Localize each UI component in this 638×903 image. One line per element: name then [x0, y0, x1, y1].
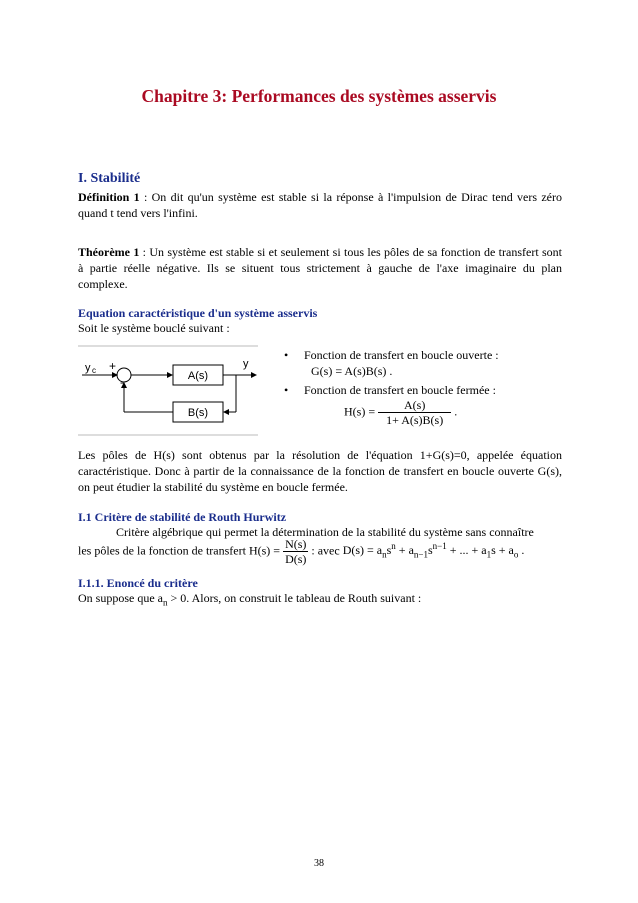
routh-mid: : avec	[311, 543, 340, 558]
enonce-n: n	[163, 597, 168, 608]
theoreme-sep: :	[139, 245, 150, 259]
poly-end: .	[518, 543, 525, 558]
routh-line2	[78, 537, 524, 566]
closed-loop-formula	[344, 398, 457, 427]
poly-plusa: + a	[395, 543, 414, 558]
definition-label: Définition 1	[78, 190, 140, 204]
poly-send: s + a	[491, 543, 514, 558]
block-a-label: A(s)	[187, 370, 209, 382]
poly-zero: o	[513, 549, 519, 560]
input-sub: c	[92, 366, 96, 375]
routh-heading: I.1 Critère de stabilité de Routh Hurwitz	[78, 510, 287, 524]
enonce-post: . Alors, on construit le tableau de Routh suivant :	[186, 591, 422, 605]
poly-s2: s	[427, 543, 433, 558]
closed-fraction	[378, 398, 451, 427]
routh-poly	[342, 541, 525, 560]
theoreme-text: Un système est stable si et seulement si tous les pôles de sa fonction de transfert sont à partie réelle négative. Ils se situent tous strictement à gauche de l'axe imaginaire du plan complexe.	[78, 245, 563, 291]
definition-sep: :	[139, 190, 152, 204]
block-b-label: B(s)	[187, 407, 209, 419]
input-label: y	[85, 362, 91, 374]
enonce-pre: On suppose que	[78, 591, 155, 605]
closed-num: A(s)	[378, 398, 451, 413]
routh-num: N(s)	[285, 537, 307, 551]
output-label: y	[243, 358, 249, 370]
routh-pre: les pôles de la fonction de transfert	[78, 543, 246, 558]
poly-n: n	[382, 549, 387, 560]
poly-one: 1	[486, 549, 492, 560]
routh-den: D(s)	[285, 552, 307, 566]
enonce-a: a	[157, 591, 163, 605]
enonce-heading: I.1.1. Enoncé du critère	[78, 576, 198, 590]
theoreme-paragraph	[78, 244, 562, 292]
enonce-text	[78, 591, 421, 607]
theoreme-label: Théorème 1	[78, 245, 140, 259]
poly-n1: n−1	[413, 549, 428, 560]
closed-lhs: H(s) =	[344, 404, 376, 419]
poles-paragraph: Les pôles de H(s) sont obtenus par la résolution de l'équation 1+G(s)=0, appelée équation caractéristique. Donc à partir de la connaissance de la fonction de transfert en boucle ouverte G(s), on peut étudier la stabilité du système en boucle fermée.	[78, 448, 562, 494]
routh-h-lhs: H(s) =	[248, 543, 281, 558]
closed-loop-label: Fonction de transfert en boucle fermée :	[304, 383, 496, 397]
enonce-cond: > 0	[167, 591, 187, 605]
soit-text: Soit le système bouclé suivant :	[78, 321, 230, 335]
closed-end: .	[454, 404, 458, 419]
plus-sign: +	[109, 359, 117, 373]
minus-sign: -	[120, 375, 124, 389]
equation-heading: Equation caractéristique d'un système asservis	[78, 306, 318, 320]
poly-dlhs: D(s) = a	[342, 543, 383, 558]
poly-n1exp: n−1	[432, 541, 447, 552]
definition-paragraph	[78, 189, 562, 221]
block-diagram	[78, 343, 258, 438]
poly-dots: + ... + a	[446, 543, 487, 558]
routh-line1: Critère algébrique qui permet la détermination de la stabilité du système sans connaître	[116, 525, 534, 539]
routh-fraction	[283, 537, 308, 566]
open-loop-label: Fonction de transfert en boucle ouverte :	[304, 348, 499, 362]
definition-text: On dit qu'un système est stable si la réponse à l'impulsion de Dirac tend vers zéro quand t tend vers l'infini.	[78, 190, 562, 220]
poly-s: s	[386, 543, 392, 558]
open-loop-formula: G(s) = A(s)B(s) .	[311, 364, 393, 378]
closed-den: 1+ A(s)B(s)	[386, 413, 444, 427]
page-number: 38	[314, 858, 324, 869]
page-title: Chapitre 3: Performances des systèmes asservis	[141, 86, 497, 106]
poly-nexp: n	[391, 541, 396, 552]
section-stabilite-heading: I. Stabilité	[78, 171, 141, 186]
